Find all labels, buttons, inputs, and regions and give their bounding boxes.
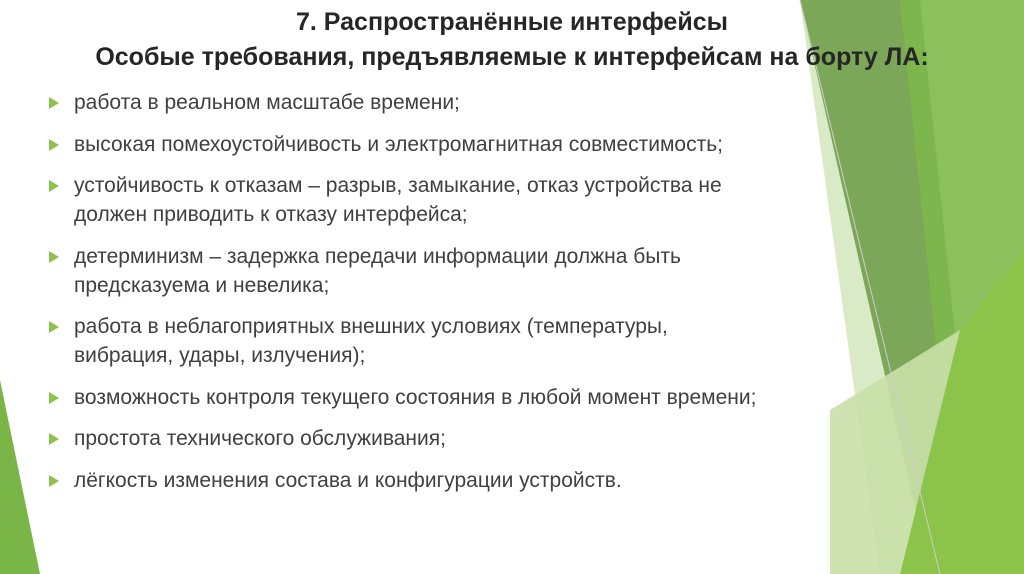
- bullet-item: [46, 130, 766, 159]
- bullet-text: детерминизм – задержка передачи информации должна быть предсказуема и невелика;: [74, 244, 681, 297]
- triangle-bullet-icon: [49, 475, 59, 487]
- bullet-text: работа в реальном масштабе времени;: [74, 91, 460, 114]
- triangle-bullet-icon: [49, 251, 59, 263]
- bullet-text: лёгкость изменения состава и конфигурации устройств.: [74, 468, 622, 492]
- bullet-item: [46, 171, 766, 229]
- slide-heading: 7. Распространённые интерфейсы: [296, 8, 728, 36]
- bullet-list: [46, 88, 766, 507]
- bullet-item: [46, 466, 766, 495]
- bullet-text: устойчивость к отказам – разрыв, замыкание, отказ устройства не должен приводить к отказу интерфейса;: [74, 174, 722, 226]
- triangle-bullet-icon: [49, 180, 59, 192]
- slide-title: [0, 6, 1024, 74]
- bullet-text: работа в неблагоприятных внешних условиях (температуры, вибрация, удары, излучения);: [74, 315, 668, 367]
- triangle-bullet-icon: [49, 392, 59, 404]
- bullet-item: [46, 424, 766, 453]
- bullet-text: возможность контроля текущего состояния в любой момент времени;: [74, 385, 757, 409]
- bullet-item: [46, 242, 766, 300]
- triangle-bullet-icon: [49, 433, 59, 445]
- triangle-bullet-icon: [49, 139, 59, 151]
- triangle-bullet-icon: [49, 321, 59, 333]
- bullet-text: простота технического обслуживания;: [74, 427, 446, 450]
- bullet-item: [46, 383, 766, 412]
- left-green-wedge: [0, 380, 40, 574]
- bullet-item: [46, 88, 766, 117]
- slide-subheading: Особые требования, предъявляемые к интерфейсам на борту ЛА:: [95, 43, 929, 71]
- bullet-text: высокая помехоустойчивость и электромагнитная совместимость;: [74, 132, 724, 156]
- bullet-item: [46, 312, 766, 370]
- triangle-bullet-icon: [49, 97, 59, 109]
